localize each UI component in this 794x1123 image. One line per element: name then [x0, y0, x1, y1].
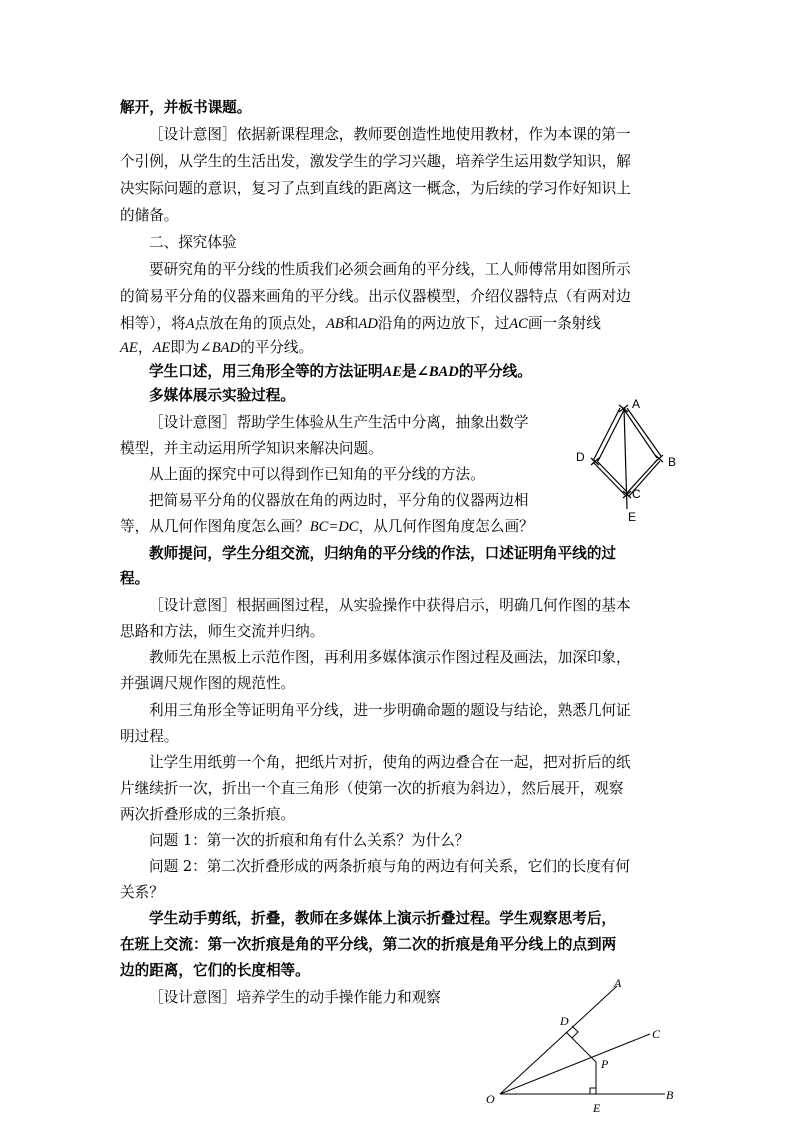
perpendicular-pd	[566, 1032, 596, 1062]
paragraph-line: 多媒体展示实验过程。	[149, 387, 295, 404]
label-o: O	[486, 1092, 495, 1106]
math-symbol: A	[185, 316, 195, 332]
text-run: 点放在角的顶点处，	[194, 315, 326, 332]
paragraph-line: ［设计意图］帮助学生体验从生产生活中分离，抽象出数学	[149, 414, 529, 431]
label-e: E	[593, 1101, 601, 1115]
bar-bc	[626, 459, 658, 494]
label-c: C	[632, 487, 641, 501]
ray-oa	[500, 986, 617, 1094]
paragraph-line: 思路和方法，师生交流并归纳。	[120, 623, 325, 640]
paragraph-line: 模型，并主动运用所学知识来解决问题。	[120, 440, 383, 457]
label-a: A	[614, 976, 622, 990]
ray-oc-bisector	[500, 1034, 650, 1094]
paragraph-line: 个引例，从学生的生活出发，激发学生的学习兴趣，培养学生运用数学知识，解	[120, 153, 631, 170]
paragraph-line: 把简易平分角的仪器放在角的两边时，平分角的仪器两边相	[149, 492, 529, 509]
section-heading: 二、探究体验	[149, 234, 237, 251]
paragraph-line: 的简易平分角的仪器来画角的平分线。出示仪器模型，介绍仪器特点（有两对边	[120, 288, 631, 305]
paragraph-line: 两次折叠形成的三条折痕。	[120, 806, 296, 823]
paragraph-line: 关系？	[120, 884, 164, 901]
paragraph-line: 问题 1：第一次的折痕和角有什么关系？为什么？	[149, 832, 470, 849]
right-angle-mark-e	[590, 1088, 596, 1094]
bar-ab	[623, 408, 657, 458]
paragraph-line: 教师先在黑板上示范作图，再利用多媒体演示作图过程及画法，加深印象，	[149, 649, 631, 666]
text-run: 学生口述，用三角形全等的方法证明	[149, 363, 383, 380]
text-run: 是∠	[401, 363, 429, 380]
label-b: B	[668, 455, 677, 469]
paragraph-line: 决实际问题的意识，复习了点到直线的距离这一概念，为后续的学习作好知识上	[120, 180, 631, 197]
math-symbol: BAD	[211, 340, 241, 356]
right-angle-mark-d	[572, 1026, 578, 1038]
math-symbol: AE	[382, 364, 402, 380]
text-run: ，	[137, 339, 153, 356]
paragraph-line: ［设计意图］培养学生的动手操作能力和观察	[149, 989, 441, 1006]
paragraph-line: ［设计意图］根据画图过程，从实验操作中获得启示，明确几何作图的基本	[149, 597, 631, 614]
label-c: C	[652, 1027, 661, 1041]
text-run: 画一条射线	[527, 315, 601, 332]
paragraph-line: 利用三角形全等证明角平分线，进一步明确命题的题设与结论，熟悉几何证	[149, 702, 631, 719]
paragraph-line: 从上面的探究中可以得到作已知角的平分线的方法。	[149, 466, 485, 483]
paragraph-line: ［设计意图］依据新课程理念，教师要创造性地使用教材，作为本课的第一	[149, 126, 631, 143]
math-symbol: BAD	[428, 364, 459, 380]
text-run: ，从几何作图角度怎么画？	[358, 518, 534, 535]
bar-ad	[593, 408, 620, 461]
paragraph-line: 学生动手剪纸，折叠，教师在多媒体上演示折叠过程。学生观察思考后，	[149, 910, 617, 927]
math-symbol: AE	[152, 340, 171, 356]
label-a: A	[632, 397, 641, 411]
paragraph-line: 问题 2：第二次折叠形成的两条折痕与角的两边有何关系，它们的长度有何	[149, 858, 630, 875]
paragraph-line: 明过程。	[120, 728, 179, 745]
math-symbol: BC=DC	[309, 519, 359, 535]
text-run: 相等），将	[120, 315, 186, 332]
paragraph-line: 在班上交流：第一次折痕是角的平分线，第二次的折痕是角平分线上的点到两	[120, 936, 617, 953]
label-d: D	[576, 450, 585, 464]
math-symbol: AC	[509, 316, 528, 332]
text-run: 的平分线。	[240, 339, 314, 356]
angle-bisector-figure	[480, 970, 695, 1120]
paragraph-line: 解开，并板书课题。	[120, 99, 252, 116]
paragraph-line: 程。	[120, 570, 150, 587]
label-d: D	[560, 1014, 569, 1028]
paragraph-line: 并强调尺规作图的规范性。	[120, 675, 296, 692]
paragraph-line: 教师提问，学生分组交流，归纳角的平分线的作法，口述证明角平线的过	[149, 545, 617, 562]
label-b: B	[666, 1088, 674, 1102]
bisector-instrument-figure	[570, 395, 690, 525]
math-symbol: AD	[358, 316, 378, 332]
paragraph-line: 让学生用纸剪一个角，把纸片对折，使角的两边叠合在一起，把对折后的纸	[149, 754, 631, 771]
text-run: 的平分线。	[458, 363, 532, 380]
paragraph-line: 要研究角的平分线的性质我们必须会画角的平分线，工人师傅常用如图所示	[149, 261, 631, 278]
paragraph-line	[120, 513, 534, 541]
paragraph-line: 边的距离，它们的长度相等。	[120, 962, 310, 979]
text-run: 等，从几何作图角度怎么画？	[120, 518, 310, 535]
text-run: 即为∠	[170, 339, 212, 356]
paragraph-line: 的储备。	[120, 207, 179, 224]
label-e: E	[628, 510, 637, 524]
paragraph-line: 片继续折一次，折出一个直三角形（使第一次的折痕为斜边），然后展开，观察	[120, 780, 624, 797]
math-symbol: AE	[120, 340, 138, 356]
bar-dc	[593, 462, 625, 495]
math-symbol: AB	[325, 316, 344, 332]
text-run: 和	[343, 315, 359, 332]
label-p: P	[601, 1057, 609, 1071]
text-run: 沿角的两边放下，过	[377, 315, 510, 332]
